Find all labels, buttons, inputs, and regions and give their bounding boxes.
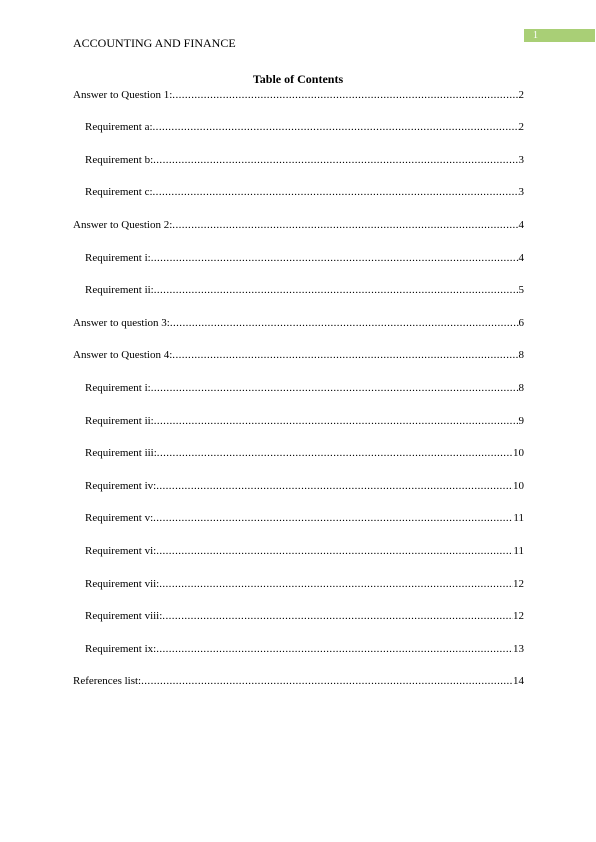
toc-entry-page: 2 [518,89,524,101]
toc-entry-q4-requirement-v[interactable] [85,510,524,526]
toc-entry-q4-requirement-ix[interactable] [85,641,524,657]
toc-entry-label: Answer to question 3: [73,317,170,329]
toc-entry-q1-requirement-a[interactable] [85,119,524,135]
toc-entry-q4-requirement-iv[interactable] [85,478,524,494]
toc-dot-leader [151,380,519,396]
toc-dot-leader [170,315,519,331]
toc-dot-leader [162,608,513,624]
toc-dot-leader [153,510,513,526]
toc-entry-page: 12 [513,610,524,622]
toc-entry-q4-requirement-ii[interactable] [85,413,524,429]
toc-dot-leader [157,445,513,461]
toc-entry-question-2[interactable] [73,217,524,233]
toc-entry-page: 11 [513,512,524,524]
toc-entry-q1-requirement-b[interactable] [85,152,524,168]
toc-entry-page: 13 [513,643,524,655]
toc-entry-page: 8 [518,349,524,361]
toc-entry-q4-requirement-viii[interactable] [85,608,524,624]
toc-entry-label: References list: [73,675,142,687]
toc-entry-page: 2 [518,121,524,133]
toc-entry-page: 6 [518,317,524,329]
toc-entry-label: Requirement ii: [85,415,154,427]
page-number: 1 [533,30,538,41]
toc-entry-label: Answer to Question 1: [73,89,173,101]
toc-entry-label: Answer to Question 2: [73,219,173,231]
toc-entry-page: 12 [513,578,524,590]
toc-entry-q2-requirement-ii[interactable] [85,282,524,298]
document-header-title: ACCOUNTING AND FINANCE [73,36,236,50]
toc-dot-leader [156,543,513,559]
toc-entry-page: 9 [518,415,524,427]
toc-entry-page: 3 [518,186,524,198]
toc-dot-leader [153,152,518,168]
toc-entry-label: Requirement ix: [85,643,157,655]
toc-entry-label: Requirement ii: [85,284,154,296]
toc-entry-page: 5 [518,284,524,296]
toc-dot-leader [172,87,518,103]
toc-entry-page: 4 [518,219,524,231]
toc-dot-leader [156,641,513,657]
toc-entry-q4-requirement-vi[interactable] [85,543,524,559]
toc-entry-q1-requirement-c[interactable] [85,184,524,200]
toc-entry-page: 11 [513,545,524,557]
toc-dot-leader [141,673,513,689]
toc-entry-page: 10 [513,480,524,492]
toc-entry-label: Requirement vii: [85,578,160,590]
toc-dot-leader [172,347,518,363]
toc-entry-page: 14 [513,675,524,687]
toc-dot-leader [154,413,519,429]
toc-entry-label: Requirement c: [85,186,153,198]
toc-entry-question-1[interactable] [73,87,524,103]
toc-entry-q4-requirement-vii[interactable] [85,576,524,592]
toc-entry-q4-requirement-iii[interactable] [85,445,524,461]
toc-entry-label: Requirement vi: [85,545,157,557]
toc-entry-question-3[interactable] [73,315,524,331]
toc-entry-label: Answer to Question 4: [73,349,173,361]
toc-dot-leader [172,217,518,233]
toc-entry-question-4[interactable] [73,347,524,363]
toc-entry-page: 4 [518,252,524,264]
toc-entry-label: Requirement viii: [85,610,163,622]
toc-entry-label: Requirement iii: [85,447,157,459]
toc-heading: Table of Contents [252,72,344,86]
toc-dot-leader [154,282,519,298]
toc-dot-leader [153,184,519,200]
toc-entry-page: 3 [518,154,524,166]
toc-entry-label: Requirement v: [85,512,154,524]
toc-entry-page: 8 [518,382,524,394]
toc-entry-label: Requirement b: [85,154,154,166]
toc-dot-leader [153,119,519,135]
toc-entry-q4-requirement-i[interactable] [85,380,524,396]
toc-entry-label: Requirement i: [85,382,151,394]
toc-entry-label: Requirement i: [85,252,151,264]
page-number-badge [524,29,595,42]
toc-entry-references-list[interactable] [73,673,524,689]
toc-entry-label: Requirement iv: [85,480,157,492]
toc-dot-leader [151,250,519,266]
toc-entry-label: Requirement a: [85,121,153,133]
toc-dot-leader [156,478,513,494]
toc-dot-leader [159,576,513,592]
toc-entry-page: 10 [513,447,524,459]
toc-entry-q2-requirement-i[interactable] [85,250,524,266]
